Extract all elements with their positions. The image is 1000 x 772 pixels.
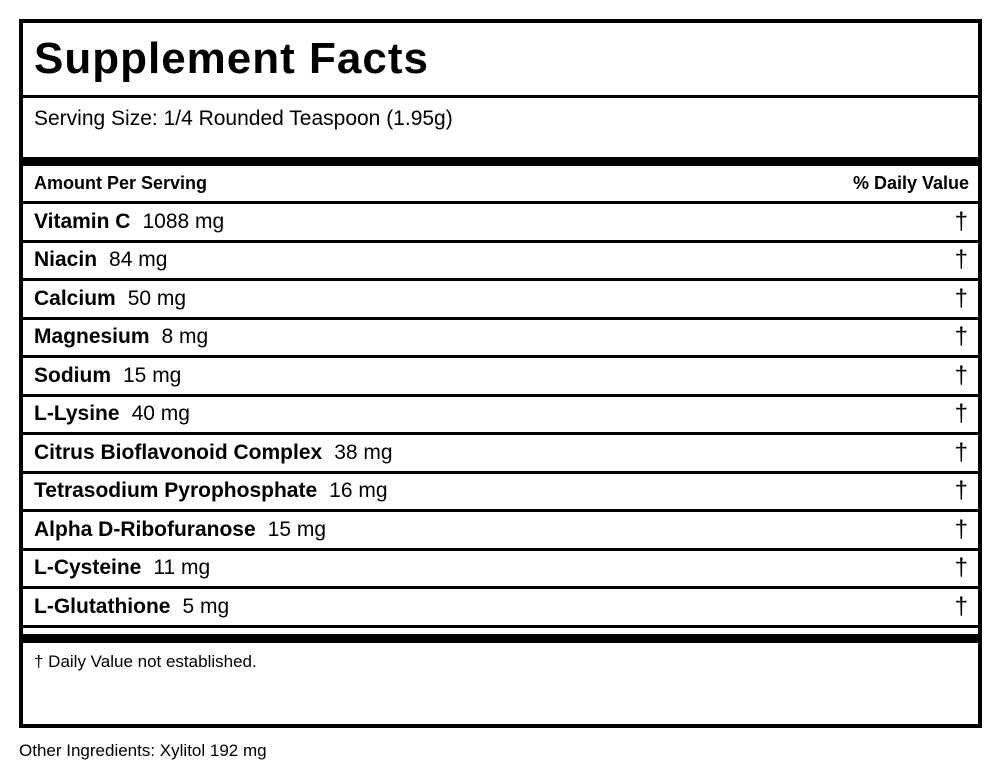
nutrient-name: Niacin bbox=[34, 248, 98, 272]
other-ingredients: Other Ingredients: Xylitol 192 mg bbox=[19, 741, 267, 760]
nutrient-name: L-Lysine bbox=[34, 402, 120, 426]
nutrient-amount: 84 mg bbox=[109, 248, 168, 272]
serving-size: Serving Size: 1/4 Rounded Teaspoon (1.95g) bbox=[34, 107, 453, 130]
daily-value-mark: † bbox=[954, 554, 968, 582]
nutrient-name: Alpha D-Ribofuranose bbox=[34, 517, 256, 541]
nutrient-row bbox=[23, 204, 978, 243]
nutrient-amount: 1088 mg bbox=[142, 209, 225, 233]
nutrient-row bbox=[23, 512, 978, 551]
daily-value-mark: † bbox=[954, 400, 968, 428]
nutrient-name: Tetrasodium Pyrophosphate bbox=[34, 479, 318, 503]
daily-value-mark: † bbox=[954, 477, 968, 505]
nutrient-amount: 40 mg bbox=[131, 402, 190, 426]
nutrient-row bbox=[23, 435, 978, 474]
nutrient-amount: 38 mg bbox=[334, 440, 393, 464]
nutrient-row bbox=[23, 243, 978, 282]
nutrient-name: L-Cysteine bbox=[34, 556, 142, 580]
nutrient-amount: 15 mg bbox=[267, 517, 327, 541]
supplement-facts-panel bbox=[19, 19, 982, 728]
nutrient-row bbox=[23, 281, 978, 320]
footnote: † Daily Value not established. bbox=[34, 651, 257, 671]
nutrient-row bbox=[23, 320, 978, 359]
section-divider bbox=[23, 628, 978, 643]
daily-value-mark: † bbox=[954, 438, 968, 466]
amount-per-serving-header: Amount Per Serving bbox=[34, 173, 208, 193]
serving-size-row bbox=[23, 98, 978, 166]
nutrient-name: Vitamin C bbox=[34, 209, 131, 233]
column-header-row bbox=[23, 166, 978, 204]
nutrient-row bbox=[23, 551, 978, 590]
nutrient-name: Magnesium bbox=[34, 325, 150, 349]
nutrient-name: Calcium bbox=[34, 286, 116, 310]
daily-value-header: % Daily Value bbox=[852, 173, 969, 193]
nutrient-name: L-Glutathione bbox=[34, 594, 171, 618]
nutrient-name: Sodium bbox=[34, 363, 111, 387]
nutrient-name: Citrus Bioflavonoid Complex bbox=[34, 440, 323, 464]
daily-value-mark: † bbox=[954, 207, 968, 235]
daily-value-mark: † bbox=[954, 323, 968, 351]
nutrient-row bbox=[23, 589, 978, 628]
title-row bbox=[23, 23, 978, 98]
nutrient-amount: 11 mg bbox=[153, 556, 211, 580]
nutrient-amount: 5 mg bbox=[182, 594, 230, 618]
panel-title: Supplement Facts bbox=[34, 34, 429, 83]
nutrient-row bbox=[23, 358, 978, 397]
nutrient-amount: 15 mg bbox=[123, 363, 182, 387]
daily-value-mark: † bbox=[954, 515, 968, 543]
nutrient-amount: 8 mg bbox=[161, 325, 209, 349]
daily-value-mark: † bbox=[954, 284, 968, 312]
daily-value-mark: † bbox=[954, 592, 968, 620]
daily-value-mark: † bbox=[954, 361, 968, 389]
nutrient-amount: 50 mg bbox=[127, 286, 187, 310]
nutrient-amount: 16 mg bbox=[329, 479, 388, 503]
daily-value-mark: † bbox=[954, 246, 968, 274]
nutrient-row bbox=[23, 397, 978, 436]
nutrient-row bbox=[23, 474, 978, 513]
